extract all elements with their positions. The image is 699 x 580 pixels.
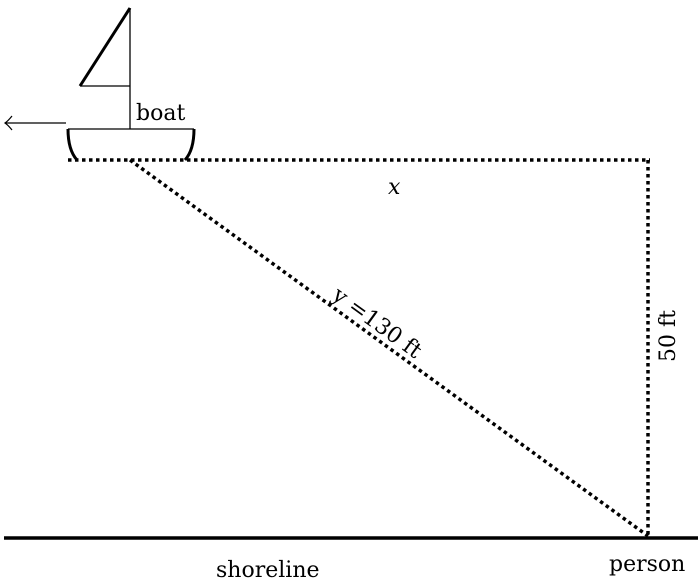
hypotenuse-line	[130, 160, 648, 536]
hypotenuse-label: y =130 ft	[327, 282, 427, 364]
shoreline-label: shoreline	[216, 558, 320, 580]
boat-label: boat	[136, 101, 186, 126]
person-label: person	[609, 552, 686, 577]
boat-icon	[68, 8, 194, 160]
left-arrow-icon	[5, 116, 66, 130]
horizontal-distance-label: x	[388, 175, 401, 200]
boat-hull-right	[185, 129, 194, 160]
vertical-distance-label: 50 ft	[656, 310, 681, 362]
boat-hull-left	[68, 129, 77, 160]
boat-sail-edge	[80, 8, 130, 86]
